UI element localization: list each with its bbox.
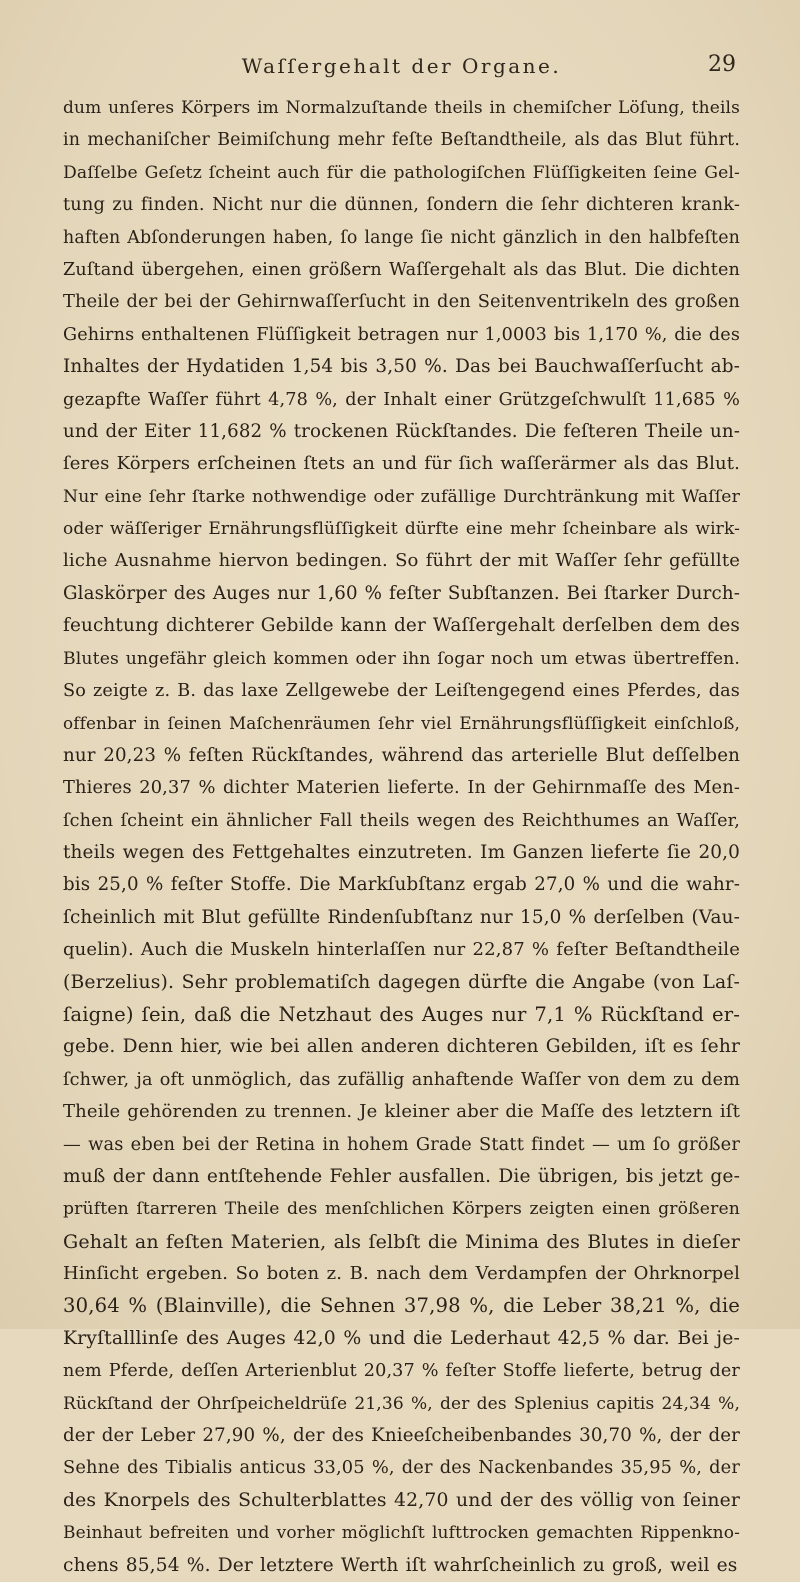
text-line: liche Ausnahme hiervon bedingen. So führt der mit Waſſer ſehr gefüllte (63, 550, 740, 572)
text-line: prüften ſtarreren Theile des menſchlichen Körpers zeigten einen größeren (63, 1199, 740, 1220)
text-line: Zuſtand übergehen, einen größern Waſſergehalt als das Blut. Die dichten (63, 259, 740, 280)
page-number: 29 (708, 52, 736, 77)
text-line: Hinſicht ergeben. So boten z. B. nach dem Verdampfen der Ohrknorpel (63, 1263, 740, 1285)
text-line: theils wegen des Fettgehaltes einzutreten. Im Ganzen lieferte ſie 20,0 (63, 841, 740, 863)
running-title: Waſſergehalt der Organe. (241, 54, 562, 78)
text-line: Beinhaut befreiten und vorher möglichſt lufttrocken gemachten Rippenkno- (63, 1523, 740, 1544)
text-line: ſeres Körpers erſcheinen ſtets an und für ſich waſſerärmer als das Blut. (63, 453, 740, 475)
text-line: ſchwer, ja oft unmöglich, das zufällig anhaftende Waſſer von dem zu dem (63, 1069, 740, 1090)
text-line: tung zu finden. Nicht nur die dünnen, ſondern die ſehr dichteren krank- (63, 194, 740, 216)
text-line: haften Abſonderungen haben, ſo lange ſie nicht gänzlich in den halbfeſten (63, 227, 740, 248)
text-line: dum unſeres Körpers im Normalzuſtande theils in chemiſcher Löſung, theils (63, 98, 740, 118)
text-line: in mechaniſcher Beimiſchung mehr feſte Beſtandtheile, als das Blut führt. (63, 130, 740, 151)
running-head (63, 50, 740, 86)
text-line: Theile der bei der Gehirnwaſſerſucht in den Seitenventrikeln des großen (63, 291, 740, 313)
text-line: Gehalt an feſten Materien, als ſelbſt die Minima des Blutes in dieſer (63, 1230, 740, 1253)
text-line: des Knorpels des Schulterblattes 42,70 und der des völlig von ſeiner (63, 1489, 740, 1511)
text-line: Glaskörper des Auges nur 1,60 % feſter Subſtanzen. Bei ſtarker Durch- (63, 582, 740, 604)
text-line: ſcheinlich mit Blut gefüllte Rindenſubſtanz nur 15,0 % derſelben (Vau- (63, 906, 740, 928)
text-line: chens 85,54 %. Der letztere Werth iſt wahrſcheinlich zu groß, weil es (63, 1554, 738, 1576)
text-line: Theile gehörenden zu trennen. Je kleiner aber die Maſſe des letztern iſt (63, 1101, 740, 1123)
text-line: muß der dann entſtehende Fehler ausfallen. Die übrigen, bis jetzt ge- (63, 1165, 740, 1187)
text-line: gebe. Denn hier, wie bei allen anderen dichteren Gebilden, iſt es ſehr (63, 1036, 740, 1058)
body-text (63, 92, 740, 1582)
text-line: oder wäſſeriger Ernährungsflüſſigkeit dürfte eine mehr ſcheinbare als wirk- (63, 519, 740, 540)
text-line: und der Eiter 11,682 % trockenen Rückſtandes. Die feſteren Theile un- (63, 420, 740, 442)
text-line: ſaigne) ſein, daß die Netzhaut des Auges nur 7,1 % Rückſtand er- (63, 1002, 740, 1026)
text-line: bis 25,0 % feſter Stoffe. Die Markſubſtanz ergab 27,0 % und die wahr- (63, 874, 740, 896)
text-line: Kryſtalllinſe des Auges 42,0 % und die Lederhaut 42,5 % dar. Bei je- (63, 1327, 740, 1349)
text-line: — was eben bei der Retina in hohem Grade Statt findet — um ſo größer (63, 1133, 740, 1155)
text-line: 30,64 % (Blainville), die Sehnen 37,98 %, die Leber 38,21 %, die (63, 1294, 740, 1318)
text-line: Rückſtand der Ohrſpeicheldrüſe 21,36 %, der des Splenius capitis 24,34 %, (63, 1393, 740, 1414)
text-line: nur 20,23 % feſten Rückſtandes, während das arterielle Blut deſſelben (63, 744, 740, 766)
text-line: Nur eine ſehr ſtarke nothwendige oder zufällige Durchtränkung mit Waſſer (63, 486, 740, 507)
text-line: (Berzelius). Sehr problematiſch dagegen dürfte die Angabe (von Laſ- (63, 971, 740, 993)
text-line: offenbar in ſeinen Maſchenräumen ſehr viel Ernährungsflüſſigkeit einſchloß, (63, 713, 740, 734)
text-line: quelin). Auch die Muskeln hinterlaſſen nur 22,87 % feſter Beſtandtheile (63, 939, 740, 961)
text-line: ſchen ſcheint ein ähnlicher Fall theils wegen des Reichthumes an Waſſer, (63, 810, 740, 831)
text-line: gezapfte Waſſer führt 4,78 %, der Inhalt einer Grützgeſchwulſt 11,685 % (63, 389, 740, 410)
text-line: So zeigte z. B. das laxe Zellgewebe der Leiſtengegend eines Pferdes, das (63, 681, 740, 702)
text-line: feuchtung dichterer Gebilde kann der Waſſergehalt derſelben dem des (63, 615, 740, 637)
text-line: Thieres 20,37 % dichter Materien lieferte. In der Gehirnmaſſe des Men- (63, 777, 740, 799)
text-line: Inhaltes der Hydatiden 1,54 bis 3,50 %. Das bei Bauchwaſſerſucht ab- (63, 356, 740, 378)
text-line: Blutes ungefähr gleich kommen oder ihn ſogar noch um etwas übertreffen. (63, 648, 740, 669)
text-line: der der Leber 27,90 %, der des Knieeſcheibenbandes 30,70 %, der der (63, 1425, 740, 1447)
text-line: Gehirns enthaltenen Flüſſigkeit betragen nur 1,0003 bis 1,170 %, die des (63, 324, 740, 345)
text-line: Daſſelbe Geſetz ſcheint auch für die pathologiſchen Flüſſigkeiten ſeine Gel- (63, 162, 740, 183)
text-line: Sehne des Tibialis anticus 33,05 %, der des Nackenbandes 35,95 %, der (63, 1457, 740, 1479)
text-line: nem Pferde, deſſen Arterienblut 20,37 % feſter Stoffe lieferte, betrug der (63, 1361, 740, 1382)
